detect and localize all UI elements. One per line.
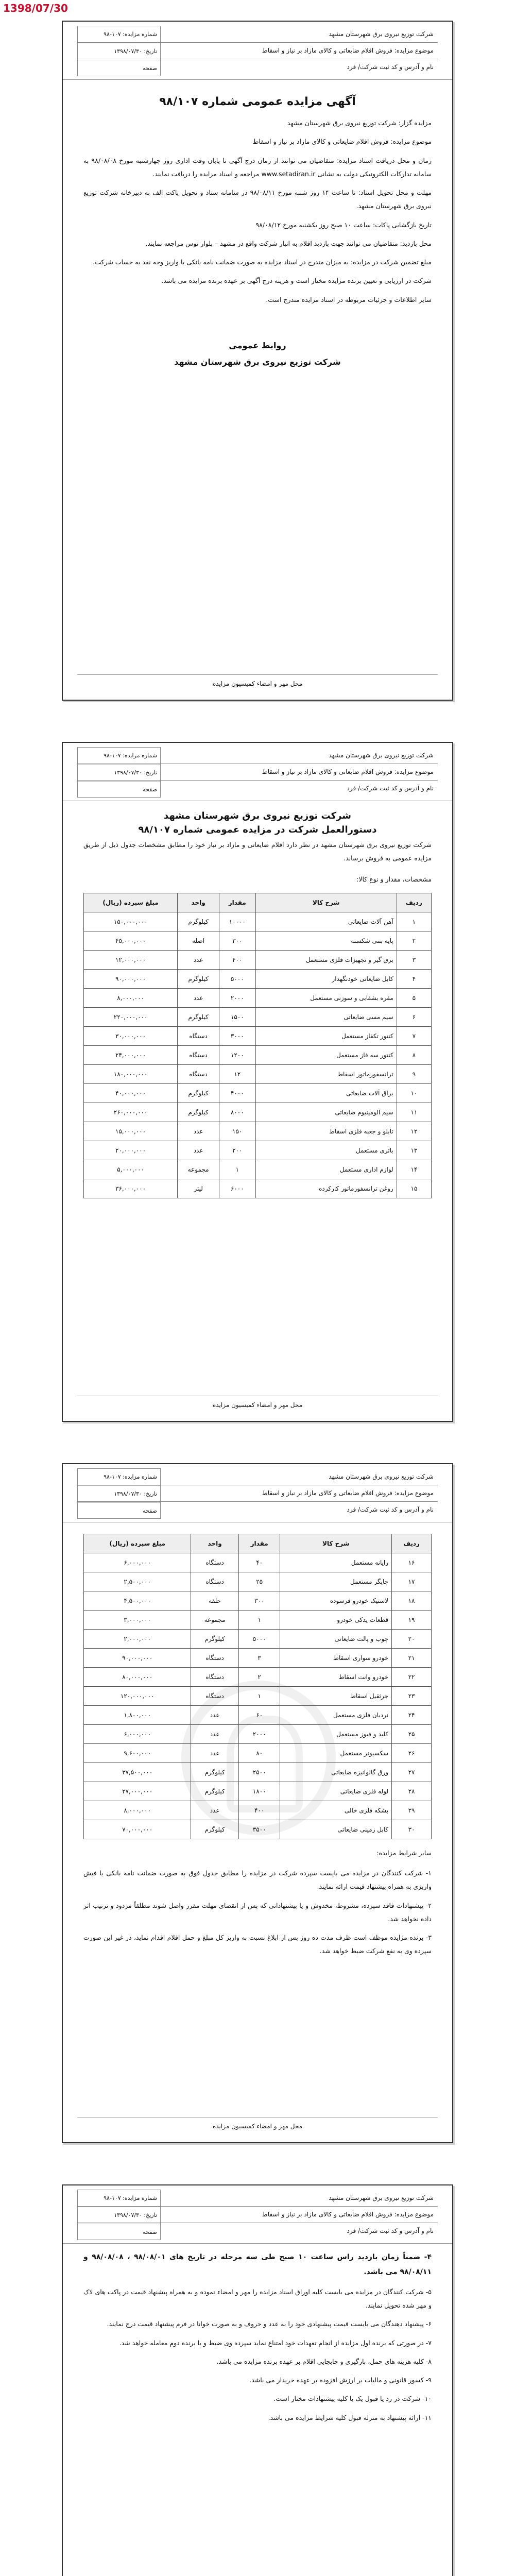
table-cell: ۱: [238, 1611, 280, 1630]
table-cell: کیلوگرم: [178, 969, 219, 988]
section-title: سایر شرایط مزایده:: [376, 1849, 432, 1857]
table-cell: عدد: [191, 1725, 238, 1744]
table-cell: عدد: [191, 1744, 238, 1763]
table-cell: چوب و پالت ضایعاتی: [280, 1630, 392, 1649]
table-cell: ۵۰۰۰: [219, 969, 256, 988]
table-cell: ۲,۰۰۰,۰۰۰: [84, 1630, 191, 1649]
header-number: شماره مزایده: ۱۰۷-۹۸: [78, 26, 160, 43]
table-cell: کیلوگرم: [191, 1782, 238, 1801]
table-cell: ۴۰: [238, 1553, 280, 1572]
paragraph: ۵- شرکت کنندگان در مزایده می بایست کلیه اوراق اسناد مزایده را مهر و امضاء نموده و به همراه پیشنهاد قیمت در پاکت های لاک و مهر شده تحویل نمایند.: [83, 2287, 432, 2310]
table-row: [84, 1591, 432, 1611]
column-header: واحد: [191, 1534, 238, 1553]
table-cell: کیلوگرم: [191, 1763, 238, 1782]
header-subject: موضوع مزایده: فروش اقلام ضایعاتی و کالای مازاد بر نیاز و اسقاط: [77, 2206, 438, 2223]
column-header: واحد: [178, 893, 219, 912]
document-page-3: [62, 1463, 453, 2143]
table-row: [84, 1801, 432, 1820]
table-row: [84, 1103, 432, 1122]
table-cell: ترانسفورماتور اسقاط: [255, 1064, 397, 1083]
header-page: صفحه: [143, 1507, 157, 1514]
table-cell: ۱۳: [397, 1141, 431, 1160]
table-row: [84, 1725, 432, 1744]
table-cell: ۳۰,۰۰۰,۰۰۰: [84, 1026, 178, 1045]
page-body: [83, 86, 432, 669]
page-subtitle: دستورالعمل شرکت در مزایده عمومی شماره ۹۸/۱۰۷: [138, 824, 377, 835]
table-cell: روغن ترانسفورماتور کارکرده: [255, 1179, 397, 1198]
table-cell: حلقه: [191, 1591, 238, 1611]
table-cell: ۶۰۰۰: [219, 1179, 256, 1198]
table-row: [84, 969, 432, 988]
table-cell: چاپگر مستعمل: [280, 1572, 392, 1591]
table-cell: ۱۲۰,۰۰۰,۰۰۰: [84, 1687, 191, 1706]
table-cell: ۱۵,۰۰۰,۰۰۰: [84, 1122, 178, 1141]
table-cell: ۱۶: [392, 1553, 432, 1572]
table-cell: ۱۵۰,۰۰۰,۰۰۰: [84, 912, 178, 931]
table-cell: دستگاه: [191, 1649, 238, 1668]
table-cell: عدد: [178, 1141, 219, 1160]
table-cell: ۲۹: [392, 1801, 432, 1820]
table-cell: ۱۷: [392, 1572, 432, 1591]
table-row: [84, 1572, 432, 1591]
header-date: تاریخ: ۱۳۹۸/۰۷/۳۰: [78, 1486, 160, 1503]
table-cell: لوله فلزی ضایعاتی: [280, 1782, 392, 1801]
table-cell: ۲۱: [392, 1649, 432, 1668]
table-row: [84, 1141, 432, 1160]
paragraph: ۶- پیشنهاد دهندگان می بایست قیمت پیشنهادی خود را به عدد و حروف و به صورت خوانا در فرم پیشنهاد قیمت درج نمایند.: [107, 2320, 432, 2328]
table-cell: ۲۲: [392, 1668, 432, 1687]
signature-line: شرکت توزیع نیروی برق شهرستان مشهد: [174, 357, 341, 367]
table-row: [84, 1045, 432, 1064]
header-org: شرکت توزیع نیروی برق شهرستان مشهد: [77, 747, 438, 764]
table-row: [84, 1083, 432, 1103]
column-header: مقدار: [238, 1534, 280, 1553]
header-page: صفحه: [143, 65, 157, 72]
page-header: [63, 1464, 452, 1522]
table-cell: ۴۰۰۰: [219, 1083, 256, 1103]
paragraph: زمان و محل دریافت اسناد مزایده: متقاضیان می توانند از زمان درج آگهی تا پایان وقت اداری روز چهارشنبه مورخ ۹۸/۰۸/۰۸ به سامانه تدارکات الکترونیکی دولت به نشانی www.setadiran.ir مراجعه و اسناد مزایده را دریافت نمایند.: [83, 156, 432, 178]
table-cell: ۹۰,۰۰۰,۰۰۰: [84, 1649, 191, 1668]
header-page: صفحه: [143, 2229, 157, 2235]
table-cell: تابلو و جعبه فلزی اسقاط: [255, 1122, 397, 1141]
table-cell: ۳۰۰۰: [219, 1026, 256, 1045]
table-cell: ۷: [397, 1026, 431, 1045]
table-cell: لوازم اداری مستعمل: [255, 1160, 397, 1179]
table-cell: ورق گالوانیزه ضایعاتی: [280, 1763, 392, 1782]
table-cell: کابل ضایعاتی خودنگهدار: [255, 969, 397, 988]
table-cell: ۲۴,۰۰۰,۰۰۰: [84, 1045, 178, 1064]
table-cell: ۲۰۰۰: [219, 988, 256, 1007]
table-cell: ۱۰۰۰۰: [219, 912, 256, 931]
items-table: [83, 1534, 432, 1839]
table-cell: ۸,۰۰۰,۰۰۰: [84, 988, 178, 1007]
table-cell: ۲۲۰,۰۰۰,۰۰۰: [84, 1007, 178, 1026]
table-cell: ۳: [397, 950, 431, 969]
paragraph: شرکت در ارزیابی و تعیین برنده مزایده مختار است و هزینه درج آگهی بر عهده برنده مزایده می باشد.: [161, 277, 432, 285]
table-cell: ۲۰۰: [219, 1141, 256, 1160]
column-header: مبلغ سپرده (ریال): [84, 1534, 191, 1553]
page-body: [83, 807, 432, 1390]
items-table: [83, 893, 432, 1198]
header-info-box: [77, 747, 161, 798]
table-cell: قطعات یدکی خودرو: [280, 1611, 392, 1630]
table-cell: ۲۵: [238, 1572, 280, 1591]
table-cell: دستگاه: [178, 1026, 219, 1045]
table-cell: کیلوگرم: [191, 1630, 238, 1649]
table-cell: خودرو وانت اسقاط: [280, 1668, 392, 1687]
header-subject: موضوع مزایده: فروش اقلام ضایعاتی و کالای مازاد بر نیاز و اسقاط: [77, 1485, 438, 1502]
column-header: مبلغ سپرده (ریال): [84, 893, 178, 912]
table-cell: سیم مسی ضایعاتی: [255, 1007, 397, 1026]
page-header: [63, 2185, 452, 2244]
table-cell: ۳۷,۵۰۰,۰۰۰: [84, 1763, 191, 1782]
table-cell: ۲۳: [392, 1687, 432, 1706]
table-cell: ۶,۰۰۰,۰۰۰: [84, 1725, 191, 1744]
paragraph: تاریخ بازگشایی پاکات: ساعت ۱۰ صبح روز یکشنبه مورخ ۹۸/۰۸/۱۲: [255, 221, 432, 229]
table-cell: ۶: [397, 1007, 431, 1026]
table-cell: اصله: [178, 931, 219, 950]
paragraph: ۱- شرکت کنندگان در مزایده می بایست سپرده شرکت در مزایده را مطابق جدول فوق به صورت ضمانت نامه بانکی یا فیش واریزی به همراه پیشنهاد قیمت ارائه نمایند.: [83, 1869, 432, 1891]
table-cell: مجموعه: [191, 1611, 238, 1630]
table-cell: ۱۲,۰۰۰,۰۰۰: [84, 950, 178, 969]
table-row: [84, 1026, 432, 1045]
table-cell: باتری مستعمل: [255, 1141, 397, 1160]
table-cell: ۱۵۰۰: [219, 1007, 256, 1026]
table-header-row: [84, 1534, 432, 1553]
paragraph: ۹- کسور قانونی و مالیات بر ارزش افزوده بر عهده خریدار می باشد.: [249, 2376, 432, 2384]
table-header-row: [84, 893, 432, 912]
table-cell: ۱۴: [397, 1160, 431, 1179]
table-cell: سیم آلومینیوم ضایعاتی: [255, 1103, 397, 1122]
table-cell: ۴۰۰: [238, 1801, 280, 1820]
table-cell: کیلوگرم: [178, 1007, 219, 1026]
table-cell: عدد: [178, 950, 219, 969]
table-cell: ۲۰,۰۰۰,۰۰۰: [84, 1141, 178, 1160]
paragraph: ۲- پیشنهادات فاقد سپرده، مشروط، مخدوش و یا پیشنهاداتی که پس از انقضای مهلت مقرر واصل شوند مطلقاً مردود و ترتیب اثر داده نخواهد شد.: [83, 1901, 432, 1923]
table-cell: سکسیونر مستعمل: [280, 1744, 392, 1763]
table-cell: ۳۶,۰۰۰,۰۰۰: [84, 1179, 178, 1198]
table-cell: ۵,۰۰۰,۰۰۰: [84, 1160, 178, 1179]
table-row: [84, 1687, 432, 1706]
header-org: شرکت توزیع نیروی برق شهرستان مشهد: [77, 26, 438, 43]
table-row: [84, 988, 432, 1007]
table-cell: ۳,۰۰۰,۰۰۰: [84, 1611, 191, 1630]
table-cell: دستگاه: [191, 1668, 238, 1687]
header-org: شرکت توزیع نیروی برق شهرستان مشهد: [77, 2190, 438, 2207]
page-footer: محل مهر و امضاء کمیسیون مزایده: [77, 1396, 438, 1414]
table-cell: ۳۰: [392, 1820, 432, 1839]
table-row: [84, 912, 432, 931]
header-subject: موضوع مزایده: فروش اقلام ضایعاتی و کالای مازاد بر نیاز و اسقاط: [77, 764, 438, 781]
table-row: [84, 1744, 432, 1763]
document-page-2: [62, 742, 453, 1422]
table-cell: ۲۷,۰۰۰,۰۰۰: [84, 1782, 191, 1801]
table-cell: خودرو سواری اسقاط: [280, 1649, 392, 1668]
paragraph: ۱۱- ارائه پیشنهاد به منزله قبول کلیه شرایط مزایده می باشد.: [268, 2413, 432, 2421]
header-bidder: نام و آدرس و کد ثبت شرکت/ فرد: [347, 785, 434, 792]
table-cell: ۲,۵۰۰,۰۰۰: [84, 1572, 191, 1591]
paragraph: ۷- در صورتی که برنده اول مزایده از انجام تعهدات خود امتناع نماید سپرده وی ضبط و با برنده دوم معامله خواهد شد.: [119, 2338, 432, 2347]
table-row: [84, 1064, 432, 1083]
table-cell: ۲۸: [392, 1782, 432, 1801]
table-cell: یراق آلات ضایعاتی: [255, 1083, 397, 1103]
table-row: [84, 950, 432, 969]
table-cell: ۵: [397, 988, 431, 1007]
table-cell: کیلوگرم: [178, 912, 219, 931]
table-cell: ۲۰: [392, 1630, 432, 1649]
page-body: [83, 2250, 432, 2576]
paragraph: مهلت و محل تحویل اسناد: تا ساعت ۱۴ روز شنبه مورخ ۹۸/۰۸/۱۱ در سامانه ستاد و تحویل پاکت الف به دبیرخانه شرکت توزیع نیروی برق شهرستان مشهد.: [83, 189, 432, 210]
table-cell: نردبان فلزی مستعمل: [280, 1706, 392, 1725]
table-cell: ۹,۶۰۰,۰۰۰: [84, 1744, 191, 1763]
table-row: [84, 1611, 432, 1630]
table-cell: رایانه مستعمل: [280, 1553, 392, 1572]
page-footer: محل مهر و امضاء کمیسیون مزایده: [77, 674, 438, 692]
header-info-box: [77, 1468, 161, 1519]
table-cell: ۲۶۰,۰۰۰,۰۰۰: [84, 1103, 178, 1122]
table-cell: دستگاه: [191, 1553, 238, 1572]
table-cell: ۲۶: [392, 1744, 432, 1763]
table-cell: ۶,۰۰۰,۰۰۰: [84, 1553, 191, 1572]
document-page-1: [62, 21, 453, 701]
table-cell: دستگاه: [191, 1687, 238, 1706]
header-bidder: نام و آدرس و کد ثبت شرکت/ فرد: [347, 63, 434, 71]
table-row: [84, 1122, 432, 1141]
header-number: شماره مزایده: ۱۰۷-۹۸: [78, 1469, 160, 1486]
table-cell: ۲۰۰۰: [238, 1725, 280, 1744]
paragraph: ۸- کلیه هزینه های حمل، بارگیری و جابجایی اقلام بر عهده برنده مزایده می باشد.: [216, 2357, 432, 2365]
table-cell: لیتر: [178, 1179, 219, 1198]
table-cell: ۱۹: [392, 1611, 432, 1630]
table-cell: دستگاه: [178, 1064, 219, 1083]
table-cell: کنتور سه فاز مستعمل: [255, 1045, 397, 1064]
table-row: [84, 1763, 432, 1782]
page-header: [63, 22, 452, 80]
table-row: [84, 1782, 432, 1801]
table-cell: ۸,۰۰۰,۰۰۰: [84, 1801, 191, 1820]
column-header: ردیف: [397, 893, 431, 912]
table-caption: مشخصات، مقدار و نوع کالا:: [356, 875, 432, 883]
table-cell: ۶۰: [238, 1706, 280, 1725]
column-header: شرح کالا: [280, 1534, 392, 1553]
table-cell: ۱۲: [219, 1064, 256, 1083]
column-header: شرح کالا: [255, 893, 397, 912]
page-body: [83, 1529, 432, 2111]
table-cell: کیلوگرم: [191, 1820, 238, 1839]
table-cell: کابل زمینی ضایعاتی: [280, 1820, 392, 1839]
table-cell: ۱: [238, 1687, 280, 1706]
table-cell: مجموعه: [178, 1160, 219, 1179]
column-header: مقدار: [219, 893, 256, 912]
table-cell: کیلوگرم: [178, 1103, 219, 1122]
table-cell: ۱,۸۰۰,۰۰۰: [84, 1706, 191, 1725]
header-date: تاریخ: ۱۳۹۸/۰۷/۳۰: [78, 2207, 160, 2224]
page-header: [63, 743, 452, 801]
table-cell: ۴,۵۰۰,۰۰۰: [84, 1591, 191, 1611]
table-cell: ۲: [238, 1668, 280, 1687]
table-cell: عدد: [178, 988, 219, 1007]
table-row: [84, 1706, 432, 1725]
table-row: [84, 1820, 432, 1839]
table-cell: ۷۰,۰۰۰,۰۰۰: [84, 1820, 191, 1839]
table-cell: ۸: [397, 1045, 431, 1064]
table-cell: آهن آلات ضایعاتی: [255, 912, 397, 931]
paragraph: مبلغ تضمین شرکت در مزایده: به میزان مندرج در اسناد مزایده به صورت ضمانت نامه بانکی یا واریز وجه نقد به حساب شرکت.: [93, 258, 432, 266]
signature-block: [83, 337, 432, 370]
table-cell: عدد: [191, 1801, 238, 1820]
table-cell: ۴: [397, 969, 431, 988]
table-cell: عدد: [191, 1706, 238, 1725]
header-subject: موضوع مزایده: فروش اقلام ضایعاتی و کالای مازاد بر نیاز و اسقاط: [77, 42, 438, 59]
table-cell: ۲۴: [392, 1706, 432, 1725]
table-cell: ۹۰,۰۰۰,۰۰۰: [84, 969, 178, 988]
table-cell: ۴۰۰: [219, 950, 256, 969]
header-bidder: نام و آدرس و کد ثبت شرکت/ فرد: [347, 2227, 434, 2234]
table-cell: کلید و فیوز مستعمل: [280, 1725, 392, 1744]
paragraph: سایر اطلاعات و جزئیات مربوطه در اسناد مزایده مندرج است.: [266, 295, 432, 303]
table-cell: ۳: [238, 1649, 280, 1668]
document-page-4: [62, 2184, 453, 2576]
table-cell: ۴۰,۰۰۰,۰۰۰: [84, 1083, 178, 1103]
paragraph: محل بازدید: متقاضیان می توانند جهت بازدید اقلام به انبار شرکت واقع در مشهد – بلوار توس مراجعه نمایند.: [145, 239, 432, 247]
header-bidder: نام و آدرس و کد ثبت شرکت/ فرد: [347, 1506, 434, 1513]
table-row: [84, 1630, 432, 1649]
table-cell: ۱۲۰۰: [219, 1045, 256, 1064]
table-cell: ۳۰۰: [238, 1591, 280, 1611]
header-info-box: [77, 2190, 161, 2240]
header-number: شماره مزایده: ۱۰۷-۹۸: [78, 2190, 160, 2207]
table-cell: ۱: [397, 912, 431, 931]
table-cell: ۲۵۰۰: [238, 1763, 280, 1782]
page-title: شرکت توزیع نیروی برق شهرستان مشهد: [164, 810, 351, 821]
header-info-box: [77, 26, 161, 76]
paragraph: موضوع مزایده: فروش اقلام ضایعاتی و کالای مازاد بر نیاز و اسقاط: [252, 138, 432, 146]
table-row: [84, 1553, 432, 1572]
table-row: [84, 1007, 432, 1026]
paragraph: ۳- برنده مزایده موظف است ظرف مدت ده روز پس از ابلاغ نسبت به واریز کل مبلغ و حمل اقلام اقدام نماید، در غیر این صورت سپرده وی به نفع شرکت ضبط خواهد شد.: [83, 1934, 432, 1955]
table-cell: ۲: [397, 931, 431, 950]
paragraph: شرکت توزیع نیروی برق شهرستان مشهد در نظر دارد اقلام ضایعاتی و مازاد بر نیاز خود را مطابق مشخصات جدول ذیل از طریق مزایده عمومی به فروش برساند.: [83, 841, 432, 862]
table-cell: ۱۸۰,۰۰۰,۰۰۰: [84, 1064, 178, 1083]
table-cell: برق گیر و تجهیزات فلزی مستعمل: [255, 950, 397, 969]
signature-line: روابط عمومی: [229, 340, 286, 350]
table-cell: ۱۲: [397, 1122, 431, 1141]
table-cell: لاستیک خودرو فرسوده: [280, 1591, 392, 1611]
table-cell: کنتور تکفاز مستعمل: [255, 1026, 397, 1045]
table-cell: ۸۰: [238, 1744, 280, 1763]
table-cell: دستگاه: [191, 1572, 238, 1591]
table-row: [84, 1668, 432, 1687]
table-cell: ۳۵۰۰: [238, 1820, 280, 1839]
date-stamp: 1398/07/30: [3, 2, 68, 14]
table-cell: ۱۸: [392, 1591, 432, 1611]
header-number: شماره مزایده: ۱۰۷-۹۸: [78, 748, 160, 765]
table-cell: ۱۸۰۰: [238, 1782, 280, 1801]
page-footer: محل مهر و امضاء کمیسیون مزایده: [77, 2117, 438, 2135]
table-cell: کیلوگرم: [178, 1083, 219, 1103]
table-cell: ۳۰۰: [219, 931, 256, 950]
table-row: [84, 931, 432, 950]
table-cell: ۲۷: [392, 1763, 432, 1782]
table-row: [84, 1179, 432, 1198]
table-cell: ۹: [397, 1064, 431, 1083]
page-title: آگهی مزایده عمومی شماره ۹۸/۱۰۷: [159, 95, 356, 108]
header-date: تاریخ: ۱۳۹۸/۰۷/۳۰: [78, 765, 160, 782]
table-row: [84, 1160, 432, 1179]
column-header: ردیف: [392, 1534, 432, 1553]
paragraph: ۴- ضمناً زمان بازدید راس ساعت ۱۰ صبح طی سه مرحله در تاریخ های ۹۸/۰۸/۰۱ ، ۹۸/۰۸/۰۸ و ۹۸/۰۸/۱۱ می باشد.: [83, 2253, 432, 2277]
table-cell: پایه بتنی شکسته: [255, 931, 397, 950]
header-date: تاریخ: ۱۳۹۸/۰۷/۳۰: [78, 43, 160, 60]
table-cell: ۱: [219, 1160, 256, 1179]
table-cell: بشکه فلزی خالی: [280, 1801, 392, 1820]
table-cell: ۴۵,۰۰۰,۰۰۰: [84, 931, 178, 950]
table-cell: دستگاه: [178, 1045, 219, 1064]
table-cell: ۸۰,۰۰۰,۰۰۰: [84, 1668, 191, 1687]
table-row: [84, 1649, 432, 1668]
table-cell: ۵۰۰۰: [238, 1630, 280, 1649]
paragraph: مزایده گزار: شرکت توزیع نیروی برق شهرستان مشهد: [287, 119, 432, 127]
table-cell: ۱۰: [397, 1083, 431, 1103]
table-cell: ۲۵: [392, 1725, 432, 1744]
paragraph: ۱۰- شرکت در رد یا قبول یک یا کلیه پیشنهادات مختار است.: [273, 2395, 432, 2403]
table-cell: عدد: [178, 1122, 219, 1141]
header-page: صفحه: [143, 786, 157, 793]
table-cell: ۱۵۰: [219, 1122, 256, 1141]
table-cell: ۱۵: [397, 1179, 431, 1198]
header-org: شرکت توزیع نیروی برق شهرستان مشهد: [77, 1468, 438, 1485]
table-cell: ۱۱: [397, 1103, 431, 1122]
table-cell: جرثقیل اسقاط: [280, 1687, 392, 1706]
table-cell: مقره بشقابی و سوزنی مستعمل: [255, 988, 397, 1007]
table-cell: ۸۰۰۰: [219, 1103, 256, 1122]
